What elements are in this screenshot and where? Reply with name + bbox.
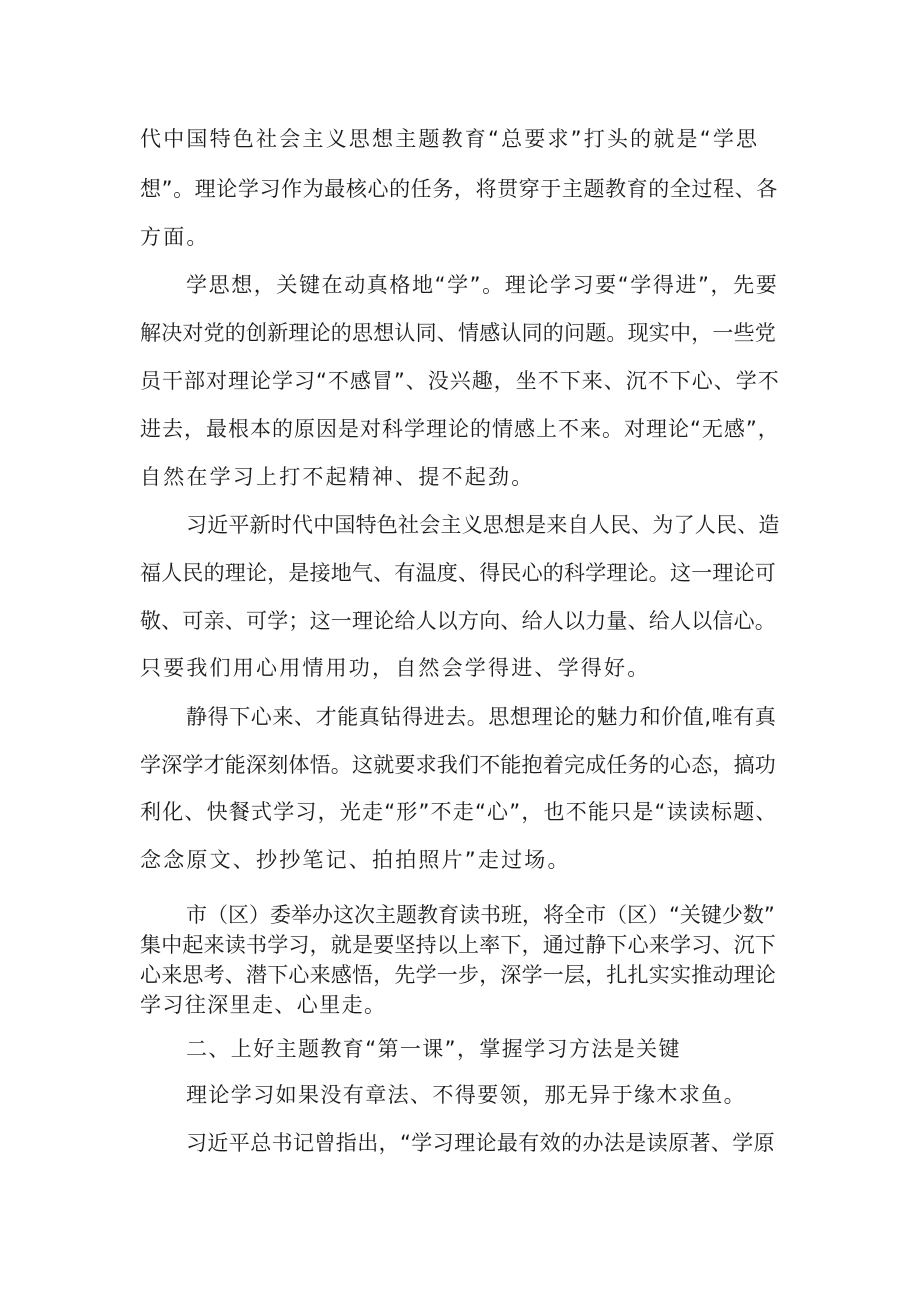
paragraph-2-line-3: 员干部对理论学习“不感冒”、没兴趣，坐不下来、沉不下心、学不 xyxy=(140,369,780,393)
paragraph-4-line-4: 念念原文、抄抄笔记、拍拍照片”走过场。 xyxy=(140,848,571,872)
paragraph-4-line-1: 静得下心来、才能真钻得进去。思想理论的魅力和价值,唯有真 xyxy=(186,705,777,729)
paragraph-3-line-3: 敬、可亲、可学；这一理论给人以方向、给人以力量、给人以信心。 xyxy=(140,609,776,633)
paragraph-1-line-2: 想”。理论学习作为最核心的任务，将贯穿于主题教育的全过程、各 xyxy=(140,177,778,201)
paragraph-2-line-4: 进去，最根本的原因是对科学理论的情感上不来。对理论“无感”， xyxy=(140,417,780,441)
paragraph-1-line-3: 方面。 xyxy=(140,225,210,249)
paragraph-7-line-1: 理论学习如果没有章法、不得要领，那无异于缘木求鱼。 xyxy=(186,1083,746,1107)
section-heading: 二、上好主题教育“第一课”，掌握学习方法是关键 xyxy=(186,1037,681,1061)
paragraph-2-line-1: 学思想，关键在动真格地“学”。理论学习要“学得进”，先要 xyxy=(186,273,779,297)
paragraph-3-line-2: 福人民的理论，是接地气、有温度、得民心的科学理论。这一理论可 xyxy=(140,561,776,585)
paragraph-3-line-1: 习近平新时代中国特色社会主义思想是来自人民、为了人民、造 xyxy=(186,513,780,537)
paragraph-1-line-1: 代中国特色社会主义思想主题教育“总要求”打头的就是“学思 xyxy=(140,127,760,151)
paragraph-5-line-2: 集中起来读书学习，就是要坚持以上率下，通过静下心来学习、沉下 xyxy=(140,933,776,957)
paragraph-3-line-4: 只要我们用心用情用功，自然会学得进、学得好。 xyxy=(140,656,651,680)
paragraph-8-line-1: 习近平总书记曾指出，“学习理论最有效的办法是读原著、学原 xyxy=(186,1131,776,1155)
paragraph-4-line-3: 利化、快餐式学习，光走“形”不走“心”，也不能只是“读读标题、 xyxy=(140,800,778,824)
paragraph-2-line-5: 自然在学习上打不起精神、提不起劲。 xyxy=(140,465,535,489)
paragraph-5-line-4: 学习往深里走、心里走。 xyxy=(140,993,387,1017)
paragraph-4-line-2: 学深学才能深刻体悟。这就要求我们不能抱着完成任务的心态，搞功 xyxy=(140,753,776,777)
paragraph-5-line-1: 市（区）委举办这次主题教育读书班，将全市（区）“关键少数” xyxy=(186,903,775,927)
paragraph-5-line-3: 心来思考、潜下心来感悟，先学一步，深学一层，扎扎实实推动理论 xyxy=(140,963,776,987)
paragraph-2-line-2: 解决对党的创新理论的思想认同、情感认同的问题。现实中，一些党 xyxy=(140,321,776,345)
